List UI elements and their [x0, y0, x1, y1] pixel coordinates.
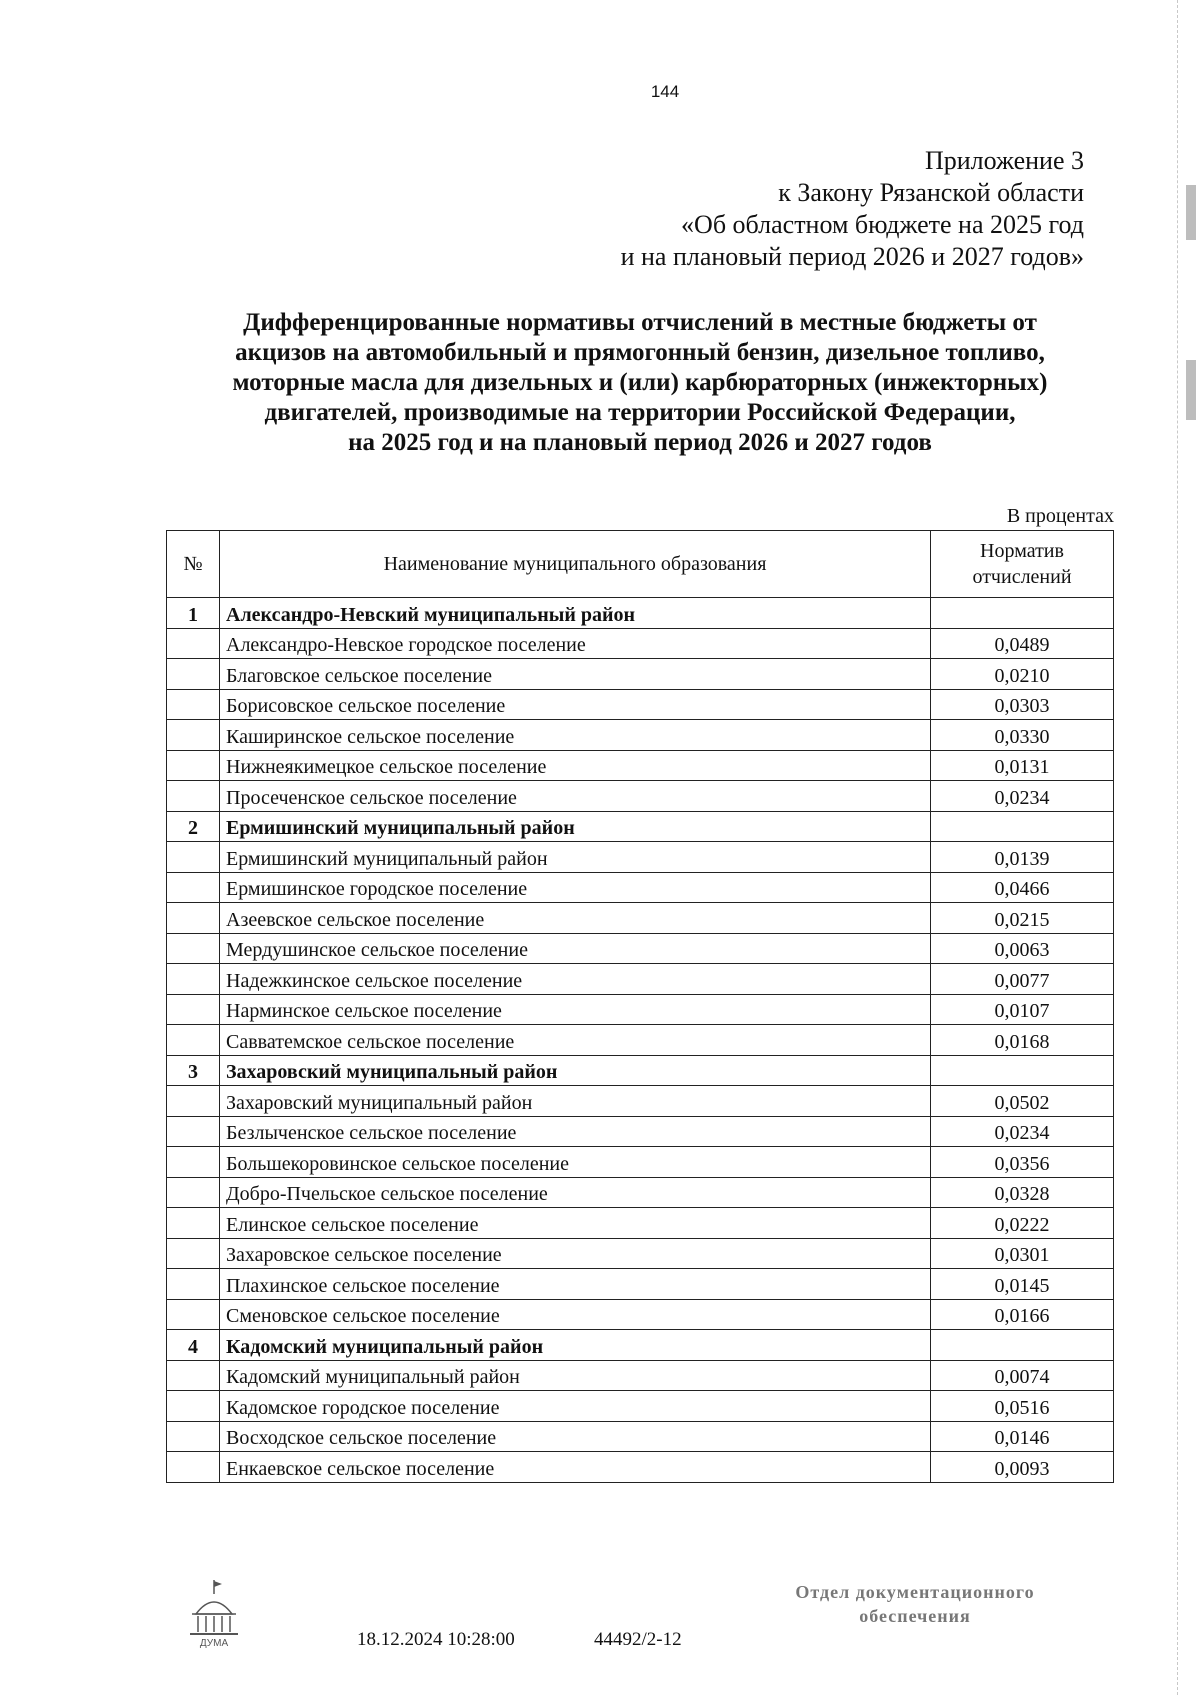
row-value: 0,0145 — [931, 1269, 1114, 1300]
table-header-row — [167, 531, 1114, 598]
row-value: 0,0301 — [931, 1238, 1114, 1269]
row-name: Восходское сельское поселение — [220, 1421, 931, 1452]
row-value: 0,0146 — [931, 1421, 1114, 1452]
row-num: 1 — [167, 598, 220, 629]
row-value: 0,0303 — [931, 689, 1114, 720]
row-name: Кадомское городское поселение — [220, 1391, 931, 1422]
row-name: Просеченское сельское поселение — [220, 781, 931, 812]
title-line: двигателей, производимые на территории Российской Федерации, — [264, 399, 1016, 426]
title-line: Дифференцированные нормативы отчислений в местные бюджеты от — [243, 309, 1037, 336]
logo-text: ДУМА — [199, 1638, 229, 1649]
table-row — [167, 1269, 1114, 1300]
row-value: 0,0328 — [931, 1177, 1114, 1208]
table-row — [167, 933, 1114, 964]
row-name: Ермишинский муниципальный район — [220, 811, 931, 842]
row-num — [167, 872, 220, 903]
stamp-line: Отдел документационного — [795, 1582, 1035, 1602]
appendix-line: «Об областном бюджете на 2025 год — [681, 210, 1084, 239]
table-row — [167, 628, 1114, 659]
row-name: Сменовское сельское поселение — [220, 1299, 931, 1330]
row-value — [931, 1330, 1114, 1361]
norms-table — [166, 530, 1114, 1483]
row-num: 2 — [167, 811, 220, 842]
row-num — [167, 964, 220, 995]
table-row — [167, 842, 1114, 873]
row-name: Ермишинский муниципальный район — [220, 842, 931, 873]
row-num — [167, 1238, 220, 1269]
row-value: 0,0168 — [931, 1025, 1114, 1056]
row-value: 0,0139 — [931, 842, 1114, 873]
header-value-line: отчислений — [972, 566, 1072, 588]
row-value: 0,0131 — [931, 750, 1114, 781]
district-row — [167, 598, 1114, 629]
row-name: Енкаевское сельское поселение — [220, 1452, 931, 1483]
row-name: Плахинское сельское поселение — [220, 1269, 931, 1300]
row-num — [167, 1452, 220, 1483]
row-value: 0,0489 — [931, 628, 1114, 659]
row-value: 0,0166 — [931, 1299, 1114, 1330]
row-name: Нарминское сельское поселение — [220, 994, 931, 1025]
footer-doc-number: 44492/2-12 — [594, 1629, 682, 1650]
row-name: Азеевское сельское поселение — [220, 903, 931, 934]
row-name: Каширинское сельское поселение — [220, 720, 931, 751]
row-name: Добро-Пчельское сельское поселение — [220, 1177, 931, 1208]
table-row — [167, 659, 1114, 690]
row-num — [167, 1025, 220, 1056]
row-value: 0,0093 — [931, 1452, 1114, 1483]
row-value: 0,0330 — [931, 720, 1114, 751]
row-num — [167, 781, 220, 812]
table-row — [167, 1116, 1114, 1147]
row-value — [931, 811, 1114, 842]
row-name: Елинское сельское поселение — [220, 1208, 931, 1239]
row-name: Захаровский муниципальный район — [220, 1086, 931, 1117]
row-name: Александро-Невское городское поселение — [220, 628, 931, 659]
row-num — [167, 842, 220, 873]
scan-mark — [1186, 360, 1196, 420]
title-line: акцизов на автомобильный и прямогонный бензин, дизельное топливо, — [235, 339, 1045, 366]
header-num: № — [167, 531, 220, 598]
table-row — [167, 994, 1114, 1025]
row-name: Александро-Невский муниципальный район — [220, 598, 931, 629]
row-num — [167, 933, 220, 964]
table-row — [167, 750, 1114, 781]
row-num — [167, 1360, 220, 1391]
table-row — [167, 781, 1114, 812]
row-num — [167, 1116, 220, 1147]
header-value — [931, 531, 1114, 598]
title-line: на 2025 год и на плановый период 2026 и 2027 годов — [348, 429, 932, 456]
scan-mark — [1186, 185, 1196, 240]
row-num — [167, 689, 220, 720]
footer-datetime: 18.12.2024 10:28:00 — [357, 1629, 515, 1650]
row-name: Захаровское сельское поселение — [220, 1238, 931, 1269]
row-name: Благовское сельское поселение — [220, 659, 931, 690]
table-row — [167, 964, 1114, 995]
row-value: 0,0210 — [931, 659, 1114, 690]
scan-edge — [1177, 0, 1200, 1695]
header-name: Наименование муниципального образования — [220, 531, 931, 598]
stamp-line: обеспечения — [859, 1606, 971, 1626]
row-num — [167, 1147, 220, 1178]
row-num — [167, 1177, 220, 1208]
title-line: моторные масла для дизельных и (или) карбюраторных (инжекторных) — [232, 369, 1048, 396]
units-label: В процентах — [1006, 505, 1114, 527]
table-row — [167, 903, 1114, 934]
appendix-line: и на плановый период 2026 и 2027 годов» — [620, 242, 1084, 271]
row-name: Кадомский муниципальный район — [220, 1330, 931, 1361]
table-row — [167, 1177, 1114, 1208]
row-num: 4 — [167, 1330, 220, 1361]
district-row — [167, 1330, 1114, 1361]
header-value-line: Норматив — [980, 540, 1064, 562]
department-stamp — [760, 1580, 1070, 1628]
row-num — [167, 750, 220, 781]
row-value: 0,0222 — [931, 1208, 1114, 1239]
row-value: 0,0234 — [931, 1116, 1114, 1147]
row-name: Ермишинское городское поселение — [220, 872, 931, 903]
row-num: 3 — [167, 1055, 220, 1086]
row-name: Кадомский муниципальный район — [220, 1360, 931, 1391]
row-value: 0,0356 — [931, 1147, 1114, 1178]
row-value: 0,0215 — [931, 903, 1114, 934]
row-name: Борисовское сельское поселение — [220, 689, 931, 720]
table-row — [167, 689, 1114, 720]
row-num — [167, 720, 220, 751]
row-value: 0,0234 — [931, 781, 1114, 812]
table-row — [167, 1391, 1114, 1422]
row-value: 0,0063 — [931, 933, 1114, 964]
row-num — [167, 1391, 220, 1422]
row-num — [167, 1208, 220, 1239]
row-value: 0,0074 — [931, 1360, 1114, 1391]
duma-logo-icon — [186, 1578, 242, 1650]
table-row — [167, 1360, 1114, 1391]
row-name: Захаровский муниципальный район — [220, 1055, 931, 1086]
row-name: Большекоровинское сельское поселение — [220, 1147, 931, 1178]
row-num — [167, 1086, 220, 1117]
row-num — [167, 1269, 220, 1300]
appendix-line: Приложение 3 — [924, 146, 1084, 175]
row-num — [167, 659, 220, 690]
row-value: 0,0107 — [931, 994, 1114, 1025]
appendix-block — [621, 145, 1084, 273]
row-name: Безлыченское сельское поселение — [220, 1116, 931, 1147]
row-value — [931, 1055, 1114, 1086]
row-num — [167, 903, 220, 934]
table-row — [167, 1299, 1114, 1330]
table-row — [167, 1147, 1114, 1178]
table-body — [167, 598, 1114, 1483]
district-row — [167, 1055, 1114, 1086]
document-title — [160, 308, 1120, 458]
district-row — [167, 811, 1114, 842]
table-row — [167, 1421, 1114, 1452]
table-row — [167, 872, 1114, 903]
row-value — [931, 598, 1114, 629]
row-value: 0,0077 — [931, 964, 1114, 995]
row-value: 0,0516 — [931, 1391, 1114, 1422]
page-number: 144 — [650, 82, 680, 101]
row-num — [167, 994, 220, 1025]
row-value: 0,0466 — [931, 872, 1114, 903]
row-name: Надежкинское сельское поселение — [220, 964, 931, 995]
row-name: Савватемское сельское поселение — [220, 1025, 931, 1056]
table-row — [167, 1452, 1114, 1483]
table-row — [167, 720, 1114, 751]
table-row — [167, 1208, 1114, 1239]
table-row — [167, 1025, 1114, 1056]
appendix-line: к Закону Рязанской области — [778, 178, 1084, 207]
table-row — [167, 1086, 1114, 1117]
row-num — [167, 1421, 220, 1452]
table-row — [167, 1238, 1114, 1269]
row-num — [167, 628, 220, 659]
row-name: Нижнеякимецкое сельское поселение — [220, 750, 931, 781]
row-value: 0,0502 — [931, 1086, 1114, 1117]
row-num — [167, 1299, 220, 1330]
row-name: Мердушинское сельское поселение — [220, 933, 931, 964]
